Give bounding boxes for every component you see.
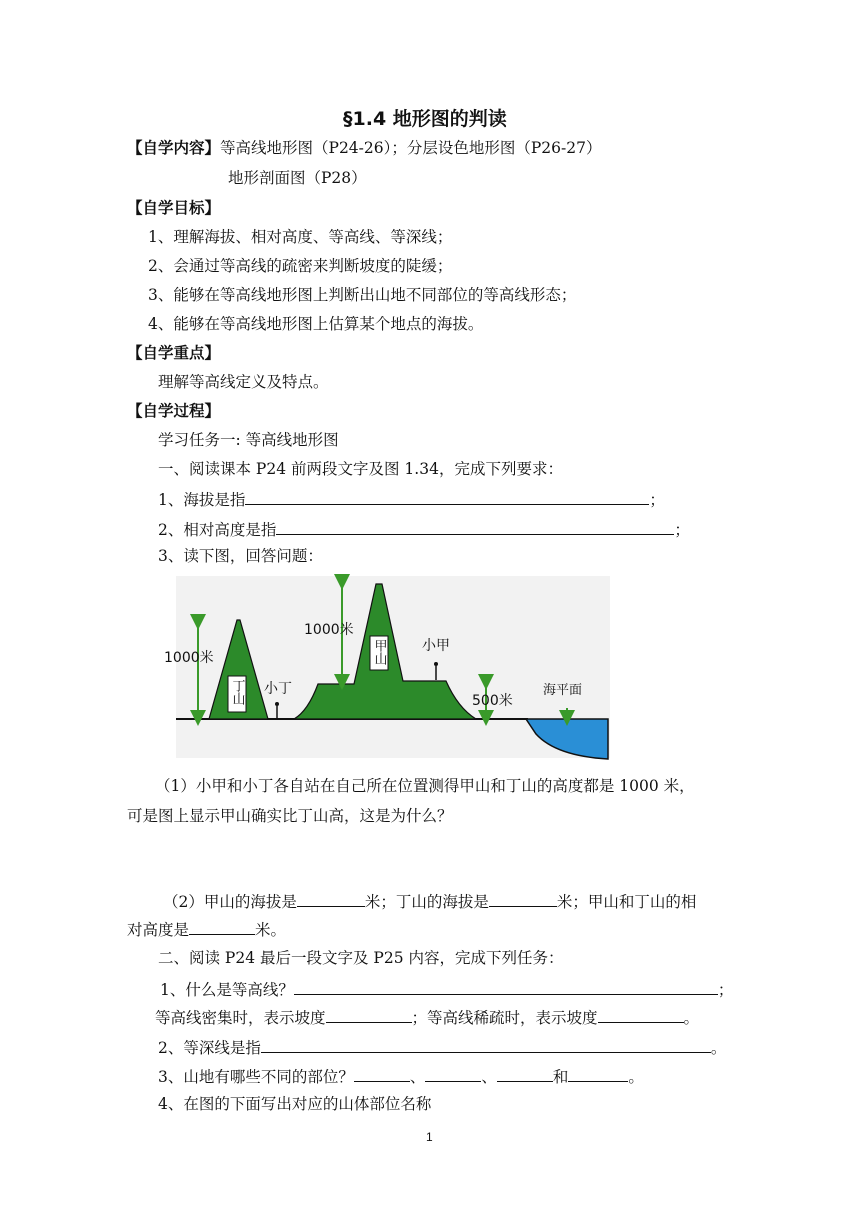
answer-blank-jia-altitude[interactable]	[297, 890, 365, 907]
subquestion-1-line2: 可是图上显示甲山确实比丁山高，这是为什么？	[127, 807, 453, 825]
subquestion-2-text-a: （2）甲山的海拔是	[163, 893, 297, 911]
goals-label: 【自学目标】	[127, 199, 221, 217]
semicolon: ；	[717, 981, 734, 999]
section2-intro: 二、阅读 P24 最后一段文字及 P25 内容，完成下列任务：	[158, 949, 564, 967]
period: 。	[710, 1039, 727, 1057]
terrain-figure	[164, 576, 610, 758]
question-contour-density	[155, 1006, 699, 1028]
label-height-left: 1000米	[164, 650, 214, 666]
answer-blank-sparse[interactable]	[598, 1006, 684, 1023]
label-height-mid: 1000米	[304, 622, 354, 638]
answer-blank-part-4[interactable]	[568, 1065, 628, 1082]
question-relative-height-text: 2、相对高度是指	[158, 521, 277, 539]
answer-blank-ding-altitude[interactable]	[489, 890, 557, 907]
answer-blank-dense[interactable]	[326, 1006, 412, 1023]
subquestion-2-text-b: 米；丁山的海拔是	[364, 893, 489, 911]
separator: 、	[409, 1068, 426, 1086]
answer-blank-contour[interactable]	[294, 978, 718, 995]
question-isobath-text: 2、等深线是指	[158, 1039, 261, 1057]
focus-label: 【自学重点】	[127, 344, 221, 362]
question-isobath	[158, 1036, 726, 1058]
question-label-parts: 4、在图的下面写出对应的山体部位名称	[158, 1095, 432, 1113]
task1-heading: 学习任务一: 等高线地形图	[158, 431, 339, 449]
answer-blank-relative[interactable]	[189, 918, 255, 935]
period: 。	[683, 1009, 700, 1027]
subquestion-1-line1: （1）小甲和小丁各自站在自己所在位置测得甲山和丁山的高度都是 1000 米，	[155, 777, 695, 795]
label-sea-level: 海平面	[543, 683, 583, 698]
answer-blank-altitude[interactable]	[245, 488, 649, 505]
question-altitude-text: 1、海拔是指	[158, 491, 246, 509]
answer-blank-part-2[interactable]	[425, 1065, 481, 1082]
question-read-figure: 3、读下图，回答问题：	[158, 547, 323, 565]
process-label: 【自学过程】	[127, 402, 221, 420]
question-contour	[160, 978, 733, 1000]
label-mountain-ding: 丁山	[229, 679, 245, 705]
question-relative-height	[158, 518, 690, 540]
answer-blank-part-3[interactable]	[497, 1065, 553, 1082]
label-person-ding: 小丁	[264, 681, 292, 697]
goal-item-4: 4、能够在等高线地形图上估算某个地点的海拔。	[148, 315, 484, 333]
semicolon: ；	[674, 521, 690, 539]
subquestion-2-text-e: 米。	[255, 921, 287, 939]
subquestion-2-line2	[127, 918, 286, 940]
question-contour-text: 1、什么是等高线？	[160, 981, 294, 999]
question-mountain-parts	[158, 1065, 644, 1087]
label-person-jia: 小甲	[422, 638, 450, 654]
goal-item-3: 3、能够在等高线地形图上判断出山地不同部位的等高线形态；	[148, 286, 577, 304]
page-number: 1	[426, 1130, 433, 1144]
page-title: §1.4 地形图的判读	[343, 108, 507, 130]
subquestion-2-line1	[163, 890, 696, 912]
content-line2: 地形剖面图（P28）	[228, 169, 367, 187]
subquestion-2-text-d: 对高度是	[127, 921, 190, 939]
answer-blank-isobath[interactable]	[261, 1036, 711, 1053]
answer-blank-part-1[interactable]	[354, 1065, 410, 1082]
question-mountain-parts-text: 3、山地有哪些不同的部位？	[158, 1068, 354, 1086]
separator: 、	[481, 1068, 497, 1086]
goal-item-1: 1、理解海拔、相对高度、等高线、等深线；	[148, 228, 453, 246]
label-mountain-jia: 甲山	[371, 639, 387, 665]
question-altitude	[158, 488, 665, 510]
goal-item-2: 2、会通过等高线的疏密来判断坡度的陡缓；	[148, 257, 453, 275]
semicolon: ；	[649, 491, 665, 509]
density-text-b: ；等高线稀疏时，表示坡度	[411, 1009, 598, 1027]
answer-blank-relative-height[interactable]	[276, 518, 674, 535]
content-section	[127, 138, 602, 158]
subquestion-2-text-c: 米；甲山和丁山的相	[556, 893, 697, 911]
density-text-a: 等高线密集时，表示坡度	[155, 1009, 326, 1027]
content-line1: 等高线地形图（P24-26）；分层设色地形图（P26-27）	[220, 139, 602, 157]
content-label: 【自学内容】	[127, 139, 221, 157]
label-height-right: 500米	[472, 693, 513, 709]
section1-intro: 一、阅读课本 P24 前两段文字及图 1.34，完成下列要求：	[158, 460, 563, 478]
focus-text: 理解等高线定义及特点。	[158, 373, 329, 391]
conjunction: 和	[552, 1068, 569, 1086]
period: 。	[628, 1068, 644, 1086]
